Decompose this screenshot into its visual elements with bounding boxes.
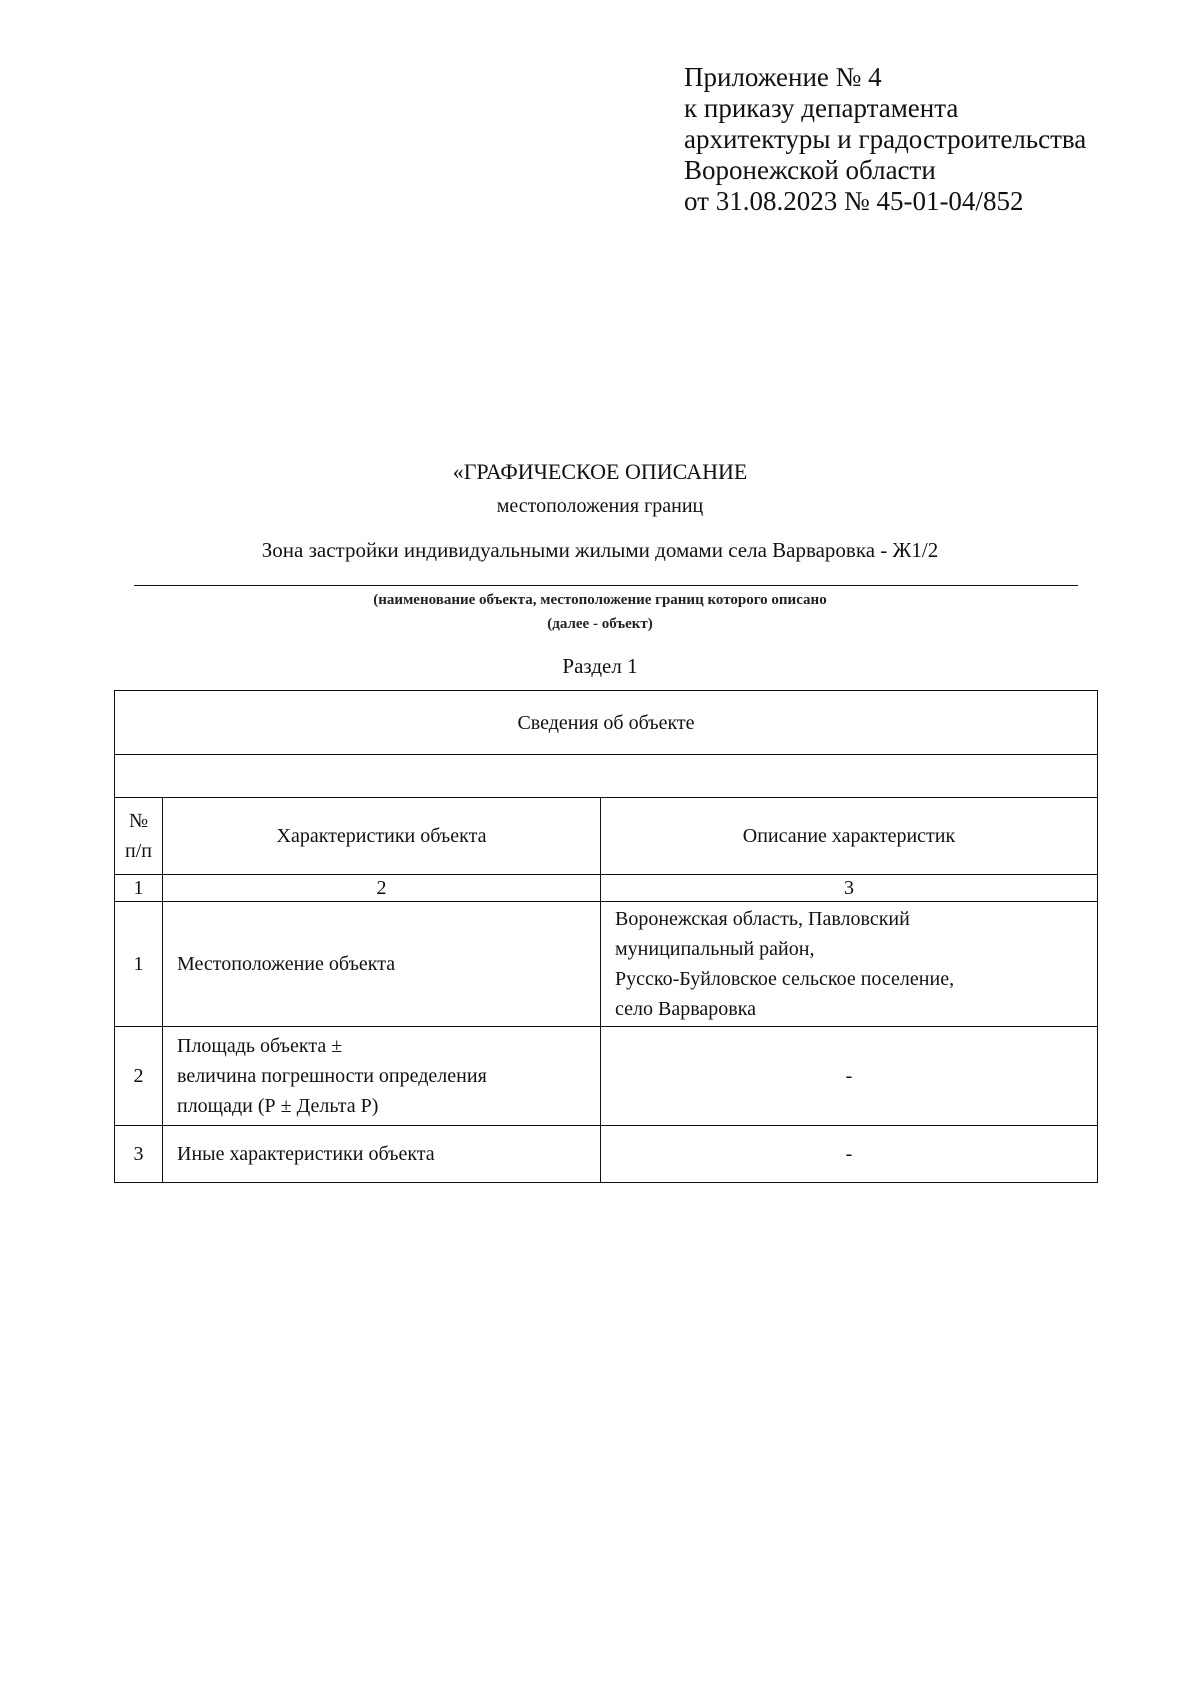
header-num-line: п/п xyxy=(125,840,152,862)
document-subtitle: местоположения границ xyxy=(496,495,704,517)
object-name: Зона застройки индивидуальными жилыми домами села Варваровка - Ж1/2 xyxy=(261,538,939,562)
header-description: Описание характеристик xyxy=(601,798,1098,875)
header-num-line: № xyxy=(128,810,149,832)
row-description xyxy=(601,902,1098,1027)
blank-cell xyxy=(115,755,1098,798)
document-title: «ГРАФИЧЕСКОЕ ОПИСАНИЕ xyxy=(452,459,748,484)
row-number: 2 xyxy=(115,1027,163,1126)
table-row xyxy=(115,902,1098,1027)
characteristic-line: величина погрешности определения xyxy=(177,1065,487,1087)
row-characteristic: Местоположение объекта xyxy=(163,902,601,1027)
object-name-caption xyxy=(120,588,1080,636)
table-row xyxy=(115,1027,1098,1126)
table-blank-row xyxy=(115,755,1098,798)
caption-line: (наименование объекта, местоположение границ которого описано xyxy=(373,592,827,608)
appendix-line: Приложение № 4 xyxy=(684,62,882,92)
table-caption-row xyxy=(115,691,1098,755)
header-characteristics: Характеристики объекта xyxy=(163,798,601,875)
description-line: Воронежская область, Павловский xyxy=(615,908,910,930)
appendix-line: архитектуры и градостроительства xyxy=(684,124,1087,154)
characteristic-line: Площадь объекта ± xyxy=(177,1035,343,1057)
table-index-row xyxy=(115,875,1098,902)
row-number: 1 xyxy=(115,902,163,1027)
underline-rule xyxy=(134,585,1078,586)
appendix-line: к приказу департамента xyxy=(684,93,959,123)
object-info-table xyxy=(114,690,1098,1183)
table-row xyxy=(115,1126,1098,1183)
index-cell: 2 xyxy=(163,875,601,902)
row-characteristic: Иные характеристики объекта xyxy=(163,1126,601,1183)
row-number: 3 xyxy=(115,1126,163,1183)
description-line: муниципальный район, xyxy=(615,938,815,960)
row-description: - xyxy=(601,1027,1098,1126)
document-title-block xyxy=(120,458,1080,564)
table-caption: Сведения об объекте xyxy=(115,691,1098,755)
row-description: - xyxy=(601,1126,1098,1183)
index-cell: 1 xyxy=(115,875,163,902)
header-num xyxy=(115,798,163,875)
appendix-line: от 31.08.2023 № 45-01-04/852 xyxy=(684,186,1024,216)
description-line: село Варваровка xyxy=(615,998,756,1020)
characteristic-line: площади (Р ± Дельта Р) xyxy=(177,1095,379,1117)
index-cell: 3 xyxy=(601,875,1098,902)
row-characteristic xyxy=(163,1027,601,1126)
description-line: Русско-Буйловское сельское поселение, xyxy=(615,968,955,990)
table-header-row xyxy=(115,798,1098,875)
appendix-header xyxy=(684,62,1184,217)
caption-line: (далее - объект) xyxy=(547,616,653,632)
appendix-line: Воронежской области xyxy=(684,155,936,185)
section-label: Раздел 1 xyxy=(562,654,638,678)
